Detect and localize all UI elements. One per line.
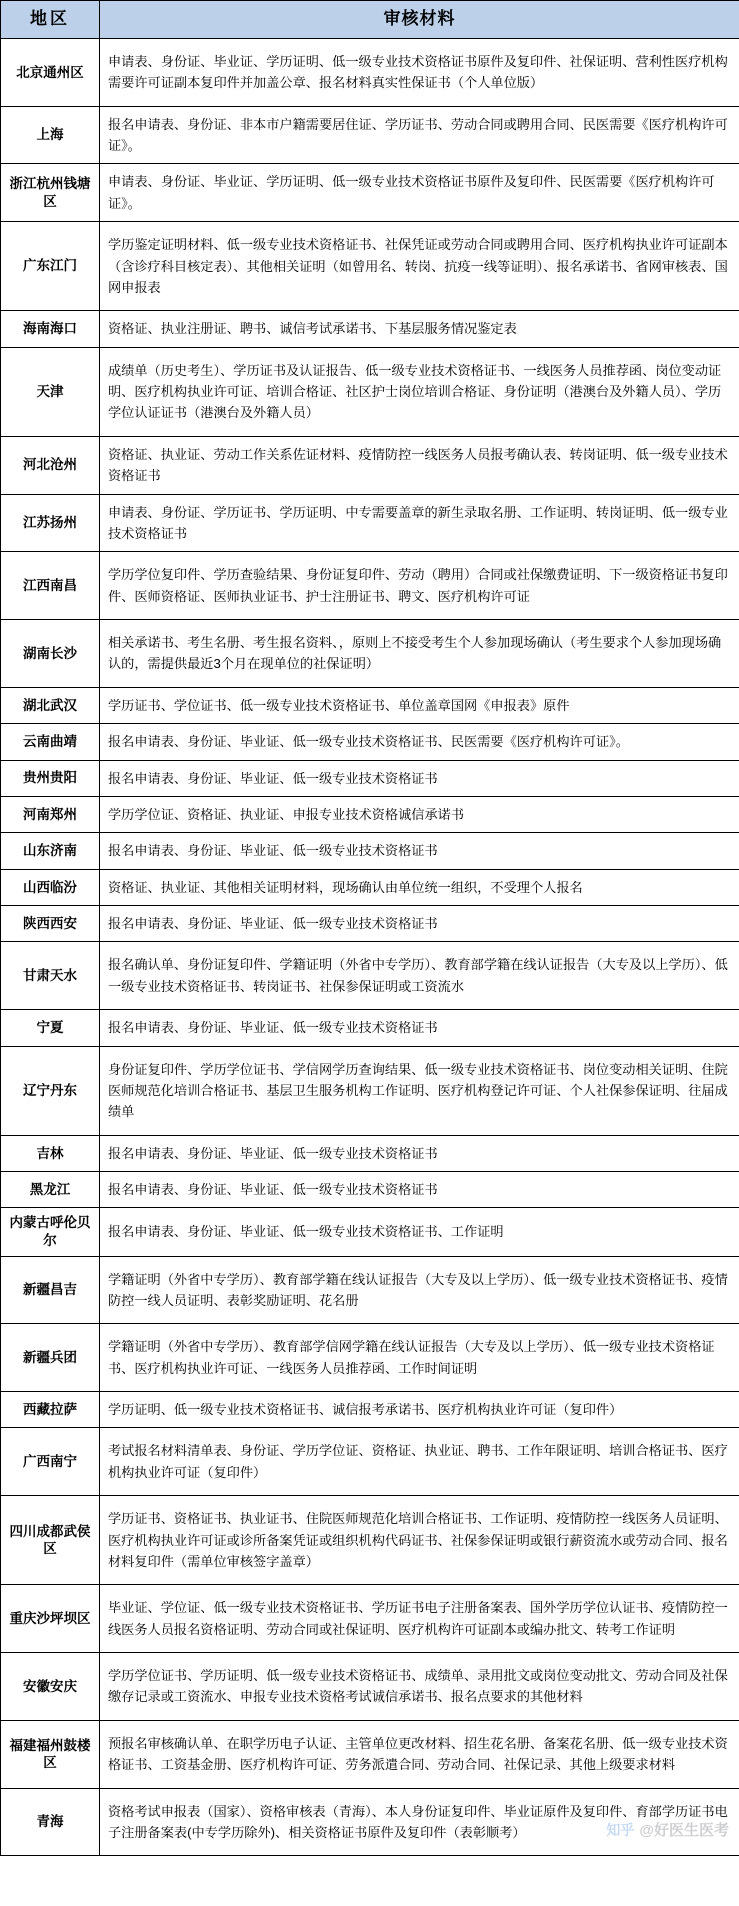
column-header-materials: 审核材料 [100,1,739,39]
cell-materials: 学历证书、资格证书、执业证书、住院医师规范化培训合格证书、工作证明、疫情防控一线医务人员证明、医疗机构执业许可证或诊所备案凭证或组织机构代码证书、社保参保证明或银行薪资流水或劳动合同、报名材料复印件（需单位审核签字盖章） [100,1496,739,1585]
table-row [1,796,739,832]
cell-materials: 报名申请表、身份证、毕业证、低一级专业技术资格证书 [100,1010,739,1046]
table-row [1,1046,739,1135]
cell-region: 海南海口 [1,311,100,347]
cell-region: 山东济南 [1,833,100,869]
cell-region: 河南郑州 [1,796,100,832]
cell-materials: 报名申请表、身份证、毕业证、低一级专业技术资格证书 [100,906,739,942]
table-header [1,1,739,39]
cell-materials: 学籍证明（外省中专学历）、教育部学籍在线认证报告（大专及以上学历）、低一级专业技术资格证书、疫情防控一线人员证明、表彰奖励证明、花名册 [100,1256,739,1324]
cell-materials: 报名申请表、身份证、毕业证、低一级专业技术资格证书、工作证明 [100,1208,739,1256]
cell-materials: 申请表、身份证、学历证书、学历证明、中专需要盖章的新生录取名册、工作证明、转岗证明、低一级专业技术资格证书 [100,494,739,552]
cell-region: 湖北武汉 [1,687,100,723]
cell-materials: 报名申请表、身份证、毕业证、低一级专业技术资格证书 [100,833,739,869]
cell-materials: 毕业证、学位证、低一级专业技术资格证书、学历证书电子注册备案表、国外学历学位认证书、疫情防控一线医务人员报名资格证明、劳动合同或社保证明、医疗机构许可证副本或编办批文、转考工作证明 [100,1585,739,1653]
cell-materials: 身份证复印件、学历学位证书、学信网学历查询结果、低一级专业技术资格证书、岗位变动相关证明、住院医师规范化培训合格证书、基层卫生服务机构工作证明、医疗机构登记许可证、个人社保参保证明、往届成绩单 [100,1046,739,1135]
cell-region: 上海 [1,106,100,164]
cell-region: 北京通州区 [1,38,100,106]
table-row [1,311,739,347]
table-row [1,106,739,164]
column-header-region: 地区 [1,1,100,39]
table-row [1,760,739,796]
cell-materials: 申请表、身份证、毕业证、学历证明、低一级专业技术资格证书原件及复印件、社保证明、营利性医疗机构需要许可证副本复印件并加盖公章、报名材料真实性保证书（个人单位版） [100,38,739,106]
cell-region: 辽宁丹东 [1,1046,100,1135]
cell-materials: 报名申请表、身份证、毕业证、低一级专业技术资格证书 [100,760,739,796]
cell-materials: 学历鉴定证明材料、低一级专业技术资格证书、社保凭证或劳动合同或聘用合同、医疗机构执业许可证副本（含诊疗科目核定表）、其他相关证明（如曾用名、转岗、抗疫一线等证明）、报名承诺书、省网审核表、国网申报表 [100,222,739,311]
cell-region: 山西临汾 [1,869,100,905]
cell-materials: 资格证、执业注册证、聘书、诚信考试承诺书、下基层服务情况鉴定表 [100,311,739,347]
cell-region: 西藏拉萨 [1,1392,100,1428]
table-row [1,833,739,869]
cell-materials: 考试报名材料清单表、身份证、学历学位证、资格证、执业证、聘书、工作年限证明、培训合格证书、医疗机构执业许可证（复印件） [100,1428,739,1496]
table-row [1,620,739,688]
cell-region: 湖南长沙 [1,620,100,688]
table-row [1,869,739,905]
table-row [1,1392,739,1428]
cell-region: 江西南昌 [1,552,100,620]
table-row [1,1788,739,1856]
table-row [1,552,739,620]
cell-region: 安徽安庆 [1,1653,100,1721]
cell-region: 甘肃天水 [1,942,100,1010]
cell-materials: 学历证明、低一级专业技术资格证书、诚信报考承诺书、医疗机构执业许可证（复印件） [100,1392,739,1428]
cell-materials: 成绩单（历史考生）、学历证书及认证报告、低一级专业技术资格证书、一线医务人员推荐函、岗位变动证明、医疗机构执业许可证、培训合格证、社区护士岗位培训合格证、身份证明（港澳台及外籍人员）、学历学位认证证书（港澳台及外籍人员） [100,347,739,436]
cell-region: 宁夏 [1,1010,100,1046]
cell-region: 河北沧州 [1,436,100,494]
cell-region: 内蒙古呼伦贝尔 [1,1208,100,1256]
cell-region: 四川成都武侯区 [1,1496,100,1585]
cell-materials: 报名申请表、身份证、毕业证、低一级专业技术资格证书、民医需要《医疗机构许可证》。 [100,724,739,760]
cell-region: 重庆沙坪坝区 [1,1585,100,1653]
cell-region: 云南曲靖 [1,724,100,760]
cell-region: 青海 [1,1788,100,1856]
cell-materials: 相关承诺书、考生名册、考生报名资料、，原则上不接受考生个人参加现场确认（考生要求个人参加现场确认的，需提供最近3个月在现单位的社保证明） [100,620,739,688]
cell-materials: 资格证、执业证、劳动工作关系佐证材料、疫情防控一线医务人员报考确认表、转岗证明、低一级专业技术资格证书 [100,436,739,494]
cell-region: 新疆昌吉 [1,1256,100,1324]
cell-region: 新疆兵团 [1,1324,100,1392]
cell-region: 吉林 [1,1135,100,1171]
watermark-text: @好医生医考 [639,1822,729,1840]
cell-materials: 报名申请表、身份证、毕业证、低一级专业技术资格证书 [100,1172,739,1208]
cell-region: 天津 [1,347,100,436]
cell-region: 浙江杭州钱塘区 [1,164,100,222]
cell-materials: 学历学位证、资格证、执业证、申报专业技术资格诚信承诺书 [100,796,739,832]
table-row [1,724,739,760]
table-row [1,687,739,723]
table-row [1,1324,739,1392]
table-row [1,942,739,1010]
table-row [1,1208,739,1256]
table-row [1,1256,739,1324]
cell-materials: 报名确认单、身份证复印件、学籍证明（外省中专学历）、教育部学籍在线认证报告（大专及以上学历）、低一级专业技术资格证书、转岗证书、社保参保证明或工资流水 [100,942,739,1010]
cell-materials: 学历学位复印件、学历查验结果、身份证复印件、劳动（聘用）合同或社保缴费证明、下一级资格证书复印件、医师资格证、医师执业证书、护士注册证书、聘文、医疗机构许可证 [100,552,739,620]
table-row [1,1720,739,1788]
table-row [1,347,739,436]
table-header-row [1,1,739,39]
cell-materials: 报名申请表、身份证、毕业证、低一级专业技术资格证书 [100,1135,739,1171]
table-row [1,1172,739,1208]
cell-region: 陕西西安 [1,906,100,942]
table-row [1,1496,739,1585]
cell-materials: 学历证书、学位证书、低一级专业技术资格证书、单位盖章国网《申报表》原件 [100,687,739,723]
cell-materials: 报名申请表、身份证、非本市户籍需要居住证、学历证书、劳动合同或聘用合同、民医需要《医疗机构许可证》。 [100,106,739,164]
table-body [1,38,739,1855]
cell-region: 黑龙江 [1,1172,100,1208]
cell-materials: 学籍证明（外省中专学历）、教育部学信网学籍在线认证报告（大专及以上学历）、低一级专业技术资格证书、医疗机构执业许可证、一线医务人员推荐函、工作时间证明 [100,1324,739,1392]
table-row [1,1653,739,1721]
cell-materials: 学历学位证书、学历证明、低一级专业技术资格证书、成绩单、录用批文或岗位变动批文、劳动合同及社保缴存记录或工资流水、申报专业技术资格考试诚信承诺书、报名点要求的其他材料 [100,1653,739,1721]
table-row [1,222,739,311]
cell-materials: 预报名审核确认单、在职学历电子认证、主管单位更改材料、招生花名册、备案花名册、低一级专业技术资格证书、工资基金册、医疗机构许可证、劳务派遣合同、劳动合同、社保记录、其他上级要求材料 [100,1720,739,1788]
cell-materials: 资格考试申报表（国家）、资格审核表（青海）、本人身份证复印件、毕业证原件及复印件、育部学历证书电子注册备案表(中专学历除外)、相关资格证书原件及复印件（表彰顺考） [100,1788,739,1856]
table-row [1,436,739,494]
table-row [1,1010,739,1046]
cell-materials: 资格证、执业证、其他相关证明材料，现场确认由单位统一组织，不受理个人报名 [100,869,739,905]
table-row [1,164,739,222]
table-row [1,906,739,942]
cell-region: 广西南宁 [1,1428,100,1496]
table-row [1,1135,739,1171]
cell-region: 江苏扬州 [1,494,100,552]
cell-region: 福建福州鼓楼区 [1,1720,100,1788]
cell-region: 广东江门 [1,222,100,311]
table-row [1,494,739,552]
cell-materials: 申请表、身份证、毕业证、学历证明、低一级专业技术资格证书原件及复印件、民医需要《医疗机构许可证》。 [100,164,739,222]
table-row [1,1585,739,1653]
cell-region: 贵州贵阳 [1,760,100,796]
table-row [1,1428,739,1496]
zhihu-logo-icon: 知乎 [606,1821,635,1838]
table-row [1,38,739,106]
